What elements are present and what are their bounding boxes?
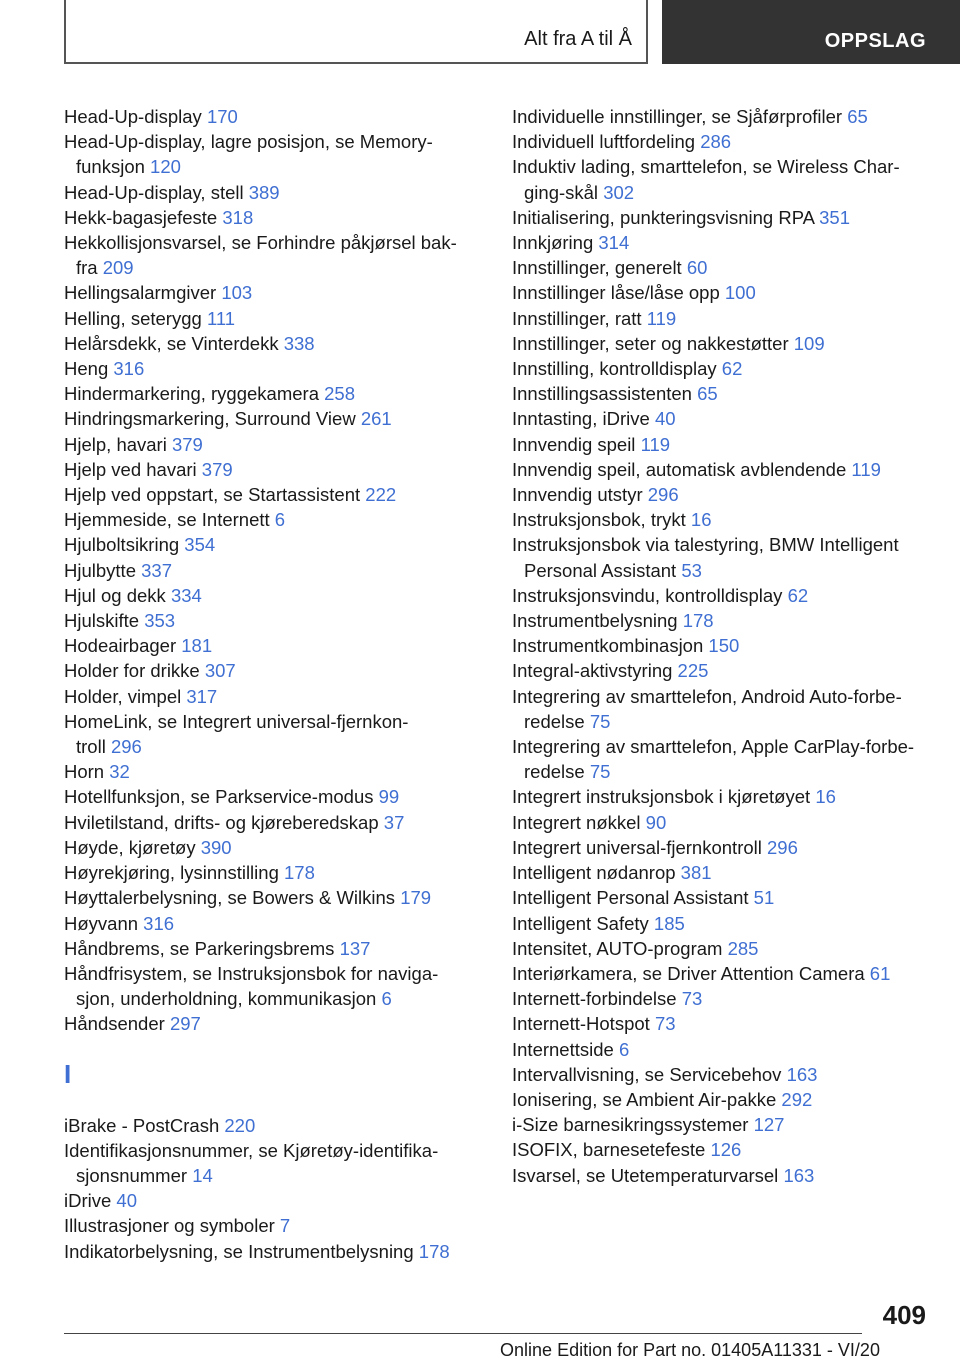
page-reference-link[interactable]: 65 <box>847 106 868 127</box>
index-term: Integrering av smarttelefon, Android Auto-forbe- <box>512 685 902 707</box>
index-entry <box>512 633 932 658</box>
index-entry <box>512 1163 932 1188</box>
index-entry <box>512 432 932 457</box>
index-term: Integrert instruksjonsbok i kjøretøyet <box>512 786 811 808</box>
index-entry <box>64 482 484 507</box>
index-entry <box>64 1239 484 1264</box>
page-reference-link[interactable]: 6 <box>274 509 286 531</box>
index-entry <box>512 532 932 582</box>
index-term: Hjulskifte <box>64 610 140 632</box>
index-entry <box>512 154 932 204</box>
index-term: Holder for drikke <box>64 660 200 682</box>
index-term: Hellingsalarmgiver <box>64 282 217 304</box>
page-reference-link[interactable]: 379 <box>171 433 203 455</box>
index-term: Intensitet, AUTO-program <box>512 937 723 959</box>
index-term: HomeLink, se Integrert universal-fjernkon- <box>64 710 409 732</box>
page-reference-link[interactable]: 179 <box>400 887 432 909</box>
index-entry <box>64 1188 484 1213</box>
index-entry <box>512 255 932 280</box>
index-term: Internettside <box>512 1038 614 1060</box>
index-group-i-continued <box>512 104 932 1188</box>
index-term: Head-Up-display, lagre posisjon, se Memory- <box>64 131 433 153</box>
page-reference-link[interactable]: 111 <box>206 307 236 329</box>
page-reference-link[interactable]: 316 <box>143 912 175 934</box>
index-term: Hjulboltsikring <box>64 534 180 556</box>
index-entry <box>512 482 932 507</box>
index-term: Head-Up-display <box>64 106 202 127</box>
index-term-continuation: Personal Assistant <box>524 559 677 581</box>
index-entry <box>512 1112 932 1137</box>
index-entry <box>512 457 932 482</box>
page-reference-link[interactable]: 100 <box>724 282 756 304</box>
index-term: Induktiv lading, smarttelefon, se Wireless Char- <box>512 156 900 178</box>
page-reference-link[interactable]: 6 <box>618 1038 630 1060</box>
index-term: Hekk-bagasjefeste <box>64 206 218 228</box>
index-entry <box>64 356 484 381</box>
page-reference-link[interactable]: 16 <box>690 509 712 531</box>
page-reference-link[interactable]: 334 <box>170 584 202 606</box>
index-entry <box>64 457 484 482</box>
index-entry <box>512 205 932 230</box>
index-entry <box>64 911 484 936</box>
page-reference-link[interactable]: 209 <box>102 257 134 279</box>
page-reference-link[interactable]: 258 <box>324 383 356 405</box>
index-term: Instrumentkombinasjon <box>512 635 704 657</box>
index-column-left <box>64 104 484 1264</box>
index-term: Instruksjonsbok, trykt <box>512 509 686 531</box>
index-entry <box>64 331 484 356</box>
page-reference-link[interactable]: 338 <box>283 332 315 354</box>
index-term-continuation: fra <box>76 257 98 279</box>
index-entry <box>64 936 484 961</box>
index-term: Innvendig speil <box>512 433 636 455</box>
page-reference-link[interactable]: 73 <box>654 1013 676 1035</box>
index-term: iBrake - PostCrash <box>64 1114 220 1136</box>
index-term: Hviletilstand, drifts- og kjøreberedskap <box>64 811 379 833</box>
page-reference-link[interactable]: 351 <box>819 206 850 228</box>
index-entry <box>64 280 484 305</box>
index-term: Hjulbytte <box>64 559 136 581</box>
index-entry <box>512 986 932 1011</box>
page-reference-link[interactable]: 90 <box>645 811 667 833</box>
page-reference-link[interactable]: 127 <box>753 1114 785 1136</box>
index-entry <box>64 230 484 280</box>
index-entry <box>512 835 932 860</box>
index-term: Hjelp, havari <box>64 433 167 455</box>
page-reference-link[interactable]: 286 <box>700 131 732 153</box>
page-reference-link[interactable]: 185 <box>653 912 685 934</box>
index-term: Integral-aktivstyring <box>512 660 673 682</box>
page-reference-link[interactable]: 119 <box>851 458 881 480</box>
index-entry <box>64 1138 484 1188</box>
page-reference-link[interactable]: 296 <box>110 736 142 758</box>
page-reference-link[interactable]: 317 <box>186 685 218 707</box>
index-entry <box>512 961 932 986</box>
page-reference-link[interactable]: 163 <box>783 1164 815 1186</box>
index-term: Hjemmeside, se Internett <box>64 509 270 531</box>
page-reference-link[interactable]: 307 <box>204 660 236 682</box>
index-term: Internett-forbindelse <box>512 988 677 1010</box>
index-term: Internett-Hotspot <box>512 1013 650 1035</box>
index-entry <box>512 1087 932 1112</box>
page-reference-link[interactable]: 16 <box>815 786 836 808</box>
index-term: Horn <box>64 761 105 783</box>
index-term: Heng <box>64 358 109 380</box>
index-entry <box>512 860 932 885</box>
page-reference-link[interactable]: 75 <box>589 710 611 732</box>
index-entry <box>64 961 484 1011</box>
page-reference-link[interactable]: 61 <box>869 962 891 984</box>
index-term: Innvendig utstyr <box>512 484 643 506</box>
index-entry <box>512 684 932 734</box>
index-term: iDrive <box>64 1190 112 1212</box>
index-entry <box>64 784 484 809</box>
index-term: Intelligent Safety <box>512 912 649 934</box>
page-reference-link[interactable]: 381 <box>680 862 712 884</box>
index-term: Håndbrems, se Parkeringsbrems <box>64 937 335 959</box>
page-reference-link[interactable]: 220 <box>224 1114 256 1136</box>
index-entry <box>512 1137 932 1162</box>
page-reference-link[interactable]: 170 <box>206 106 238 127</box>
page-reference-link[interactable]: 51 <box>753 887 775 909</box>
page-reference-link[interactable]: 109 <box>793 332 825 354</box>
index-term-continuation: funksjon <box>76 156 145 178</box>
index-term: Head-Up-display, stell <box>64 181 244 203</box>
page-reference-link[interactable]: 354 <box>184 534 216 556</box>
page-reference-link[interactable]: 6 <box>381 988 392 1010</box>
index-entry <box>64 381 484 406</box>
index-entry <box>64 709 484 759</box>
index-term: Indikatorbelysning, se Instrumentbelysning <box>64 1240 414 1262</box>
page-reference-link[interactable]: 126 <box>710 1139 742 1161</box>
page-reference-link[interactable]: 32 <box>109 761 130 783</box>
index-entry <box>64 759 484 784</box>
index-entry <box>512 734 932 784</box>
page-reference-link[interactable]: 389 <box>248 181 280 203</box>
page-reference-link[interactable]: 296 <box>647 484 679 506</box>
index-term-continuation: troll <box>76 736 106 758</box>
index-term-continuation: sjonsnummer <box>76 1164 188 1186</box>
index-term: Hjelp ved oppstart, se Startassistent <box>64 484 361 506</box>
index-term: Intelligent Personal Assistant <box>512 887 749 909</box>
page-reference-link[interactable]: 103 <box>221 282 253 304</box>
index-entry <box>64 104 484 129</box>
index-term: Integrert universal-fjernkontroll <box>512 836 762 858</box>
index-term: Integrert nøkkel <box>512 811 641 833</box>
index-entry <box>512 230 932 255</box>
index-term: Hotellfunksjon, se Parkservice-modus <box>64 786 374 808</box>
index-entry <box>64 658 484 683</box>
index-term: Innstillinger, generelt <box>512 257 682 279</box>
index-term: Innstilling, kontrolldisplay <box>512 358 717 380</box>
index-entry <box>512 280 932 305</box>
index-term: Individuell luftfordeling <box>512 131 696 153</box>
page-reference-link[interactable]: 62 <box>787 584 809 606</box>
index-entry <box>512 885 932 910</box>
page-number: 409 <box>882 1300 926 1330</box>
page-reference-link[interactable]: 261 <box>360 408 392 430</box>
index-term: Innkjøring <box>512 232 594 254</box>
index-term: Hindermarkering, ryggekamera <box>64 383 319 405</box>
index-entry <box>64 432 484 457</box>
index-term: Identifikasjonsnummer, se Kjøretøy-identifika- <box>64 1139 439 1161</box>
index-entry <box>512 1037 932 1062</box>
page-reference-link[interactable]: 178 <box>418 1240 450 1262</box>
index-entry <box>512 306 932 331</box>
index-term: Innstillinger, seter og nakkestøtter <box>512 332 789 354</box>
index-entry <box>64 180 484 205</box>
index-entry <box>64 885 484 910</box>
index-group-i <box>64 1113 484 1264</box>
index-term: Isvarsel, se Utetemperaturvarsel <box>512 1164 779 1186</box>
header-title: Alt fra A til Å <box>524 28 632 50</box>
index-term-continuation: redelse <box>524 761 585 783</box>
page-reference-link[interactable]: 302 <box>603 181 635 203</box>
index-term: Individuelle innstillinger, se Sjåførprofiler <box>512 106 843 127</box>
footer-edition: Online Edition for Part no. 01405A11331 - VI/20 <box>500 1340 880 1360</box>
index-term: Inntasting, iDrive <box>512 408 650 430</box>
index-entry <box>64 583 484 608</box>
index-entry <box>64 558 484 583</box>
index-entry <box>512 331 932 356</box>
index-entry <box>64 205 484 230</box>
page-reference-link[interactable]: 285 <box>727 937 759 959</box>
index-term: Intervallvisning, se Servicebehov <box>512 1063 782 1085</box>
index-entry <box>512 608 932 633</box>
index-entry <box>512 406 932 431</box>
index-term: Innstillingsassistenten <box>512 383 692 405</box>
page-reference-link[interactable]: 222 <box>365 484 397 506</box>
index-column-right <box>512 104 932 1188</box>
page-reference-link[interactable]: 353 <box>144 610 176 632</box>
index-entry <box>512 1011 932 1036</box>
index-entry <box>64 306 484 331</box>
index-term-continuation: ging-skål <box>524 181 599 203</box>
page-reference-link[interactable]: 178 <box>284 862 315 884</box>
page-reference-link[interactable]: 337 <box>141 559 172 581</box>
index-entry <box>512 583 932 608</box>
index-term: Hodeairbager <box>64 635 177 657</box>
index-entry <box>64 532 484 557</box>
index-term: Hindringsmarkering, Surround View <box>64 408 356 430</box>
index-term: Hjelp ved havari <box>64 458 197 480</box>
page-reference-link[interactable]: 73 <box>681 988 703 1010</box>
index-term: Hekkollisjonsvarsel, se Forhindre påkjørsel bak- <box>64 232 457 254</box>
index-term: Håndfrisystem, se Instruksjonsbok for naviga- <box>64 962 439 984</box>
index-entry <box>64 507 484 532</box>
index-term: Helling, seterygg <box>64 307 202 329</box>
index-term: Helårsdekk, se Vinterdekk <box>64 332 279 354</box>
index-term: Initialisering, punkteringsvisning RPA <box>512 206 814 228</box>
index-entry <box>512 1062 932 1087</box>
index-term: Høyde, kjøretøy <box>64 836 196 858</box>
page-reference-link[interactable]: 178 <box>682 610 714 632</box>
index-entry <box>512 507 932 532</box>
index-term: Innstillinger, ratt <box>512 307 642 329</box>
page-reference-link[interactable]: 314 <box>598 232 630 254</box>
page-reference-link[interactable]: 14 <box>192 1164 213 1186</box>
page-reference-link[interactable]: 390 <box>200 836 232 858</box>
page-reference-link[interactable]: 75 <box>589 761 611 783</box>
page-reference-link[interactable]: 62 <box>721 358 743 380</box>
index-term-continuation: redelse <box>524 710 585 732</box>
page-reference-link[interactable]: 120 <box>150 156 181 178</box>
index-term: Interiørkamera, se Driver Attention Camera <box>512 962 865 984</box>
index-term: ISOFIX, barnesetefeste <box>512 1139 706 1161</box>
page-reference-link[interactable]: 181 <box>181 635 213 657</box>
page-reference-link[interactable]: 40 <box>654 408 676 430</box>
index-entry <box>512 129 932 154</box>
index-entry <box>64 684 484 709</box>
index-term: Integrering av smarttelefon, Apple CarPlay-forbe- <box>512 736 915 758</box>
page-reference-link[interactable]: 65 <box>697 383 718 405</box>
page-reference-link[interactable]: 40 <box>116 1190 137 1212</box>
index-term: Holder, vimpel <box>64 685 182 707</box>
page-reference-link[interactable]: 119 <box>646 307 677 329</box>
index-term: Innstillinger låse/låse opp <box>512 282 720 304</box>
index-term: Innvendig speil, automatisk avblendende <box>512 458 847 480</box>
index-term: Høyrekjøring, lysinnstilling <box>64 862 279 884</box>
page-reference-link[interactable]: 53 <box>681 559 702 581</box>
index-term: Illustrasjoner og symboler <box>64 1215 275 1237</box>
header-section-label: OPPSLAG <box>824 30 926 52</box>
index-term: Håndsender <box>64 1013 165 1035</box>
page-reference-link[interactable]: 379 <box>201 458 233 480</box>
header-title-box <box>64 0 648 64</box>
index-letter-heading: I <box>64 1058 72 1089</box>
page-reference-link[interactable]: 119 <box>640 433 671 455</box>
page-reference-link[interactable]: 292 <box>781 1088 813 1110</box>
page-reference-link[interactable]: 316 <box>113 358 145 380</box>
footer-divider <box>64 1333 862 1334</box>
index-term: i-Size barnesikringssystemer <box>512 1114 749 1136</box>
page-reference-link[interactable]: 296 <box>767 836 798 858</box>
index-entry <box>512 936 932 961</box>
page-reference-link[interactable]: 60 <box>686 257 708 279</box>
index-entry <box>64 835 484 860</box>
index-entry <box>512 381 932 406</box>
index-term: Høyvann <box>64 912 139 934</box>
page-reference-link[interactable]: 150 <box>708 635 740 657</box>
index-term: Hjul og dekk <box>64 584 166 606</box>
page-reference-link[interactable]: 297 <box>169 1013 201 1035</box>
page-reference-link[interactable]: 318 <box>222 206 254 228</box>
index-entry <box>512 911 932 936</box>
page-reference-link[interactable]: 37 <box>383 811 405 833</box>
index-entry <box>512 356 932 381</box>
index-entry <box>64 608 484 633</box>
index-entry <box>512 810 932 835</box>
index-entry <box>64 406 484 431</box>
page-reference-link[interactable]: 137 <box>339 937 371 959</box>
page-reference-link[interactable]: 7 <box>279 1215 291 1237</box>
index-entry <box>64 810 484 835</box>
index-term: Instruksjonsbok via talestyring, BMW Intelligent <box>512 534 899 556</box>
index-entry <box>64 1011 484 1036</box>
index-entry <box>64 860 484 885</box>
page-reference-link[interactable]: 225 <box>677 660 709 682</box>
index-term: Intelligent nødanrop <box>512 862 676 884</box>
index-group-h <box>64 104 484 1037</box>
index-term: Instruksjonsvindu, kontrolldisplay <box>512 584 783 606</box>
index-term-continuation: sjon, underholdning, kommunikasjon <box>76 988 377 1010</box>
index-entry <box>64 1213 484 1238</box>
index-entry <box>64 129 484 179</box>
index-term: Høyttalerbelysning, se Bowers & Wilkins <box>64 887 396 909</box>
page-reference-link[interactable]: 99 <box>378 786 400 808</box>
index-entry <box>64 633 484 658</box>
page-reference-link[interactable]: 163 <box>786 1063 818 1085</box>
index-term: Instrumentbelysning <box>512 610 678 632</box>
index-entry <box>512 658 932 683</box>
index-entry <box>512 784 932 809</box>
index-entry <box>512 104 932 129</box>
index-term: Ionisering, se Ambient Air-pakke <box>512 1088 777 1110</box>
header-section-tab[interactable] <box>662 0 960 64</box>
index-entry <box>64 1113 484 1138</box>
